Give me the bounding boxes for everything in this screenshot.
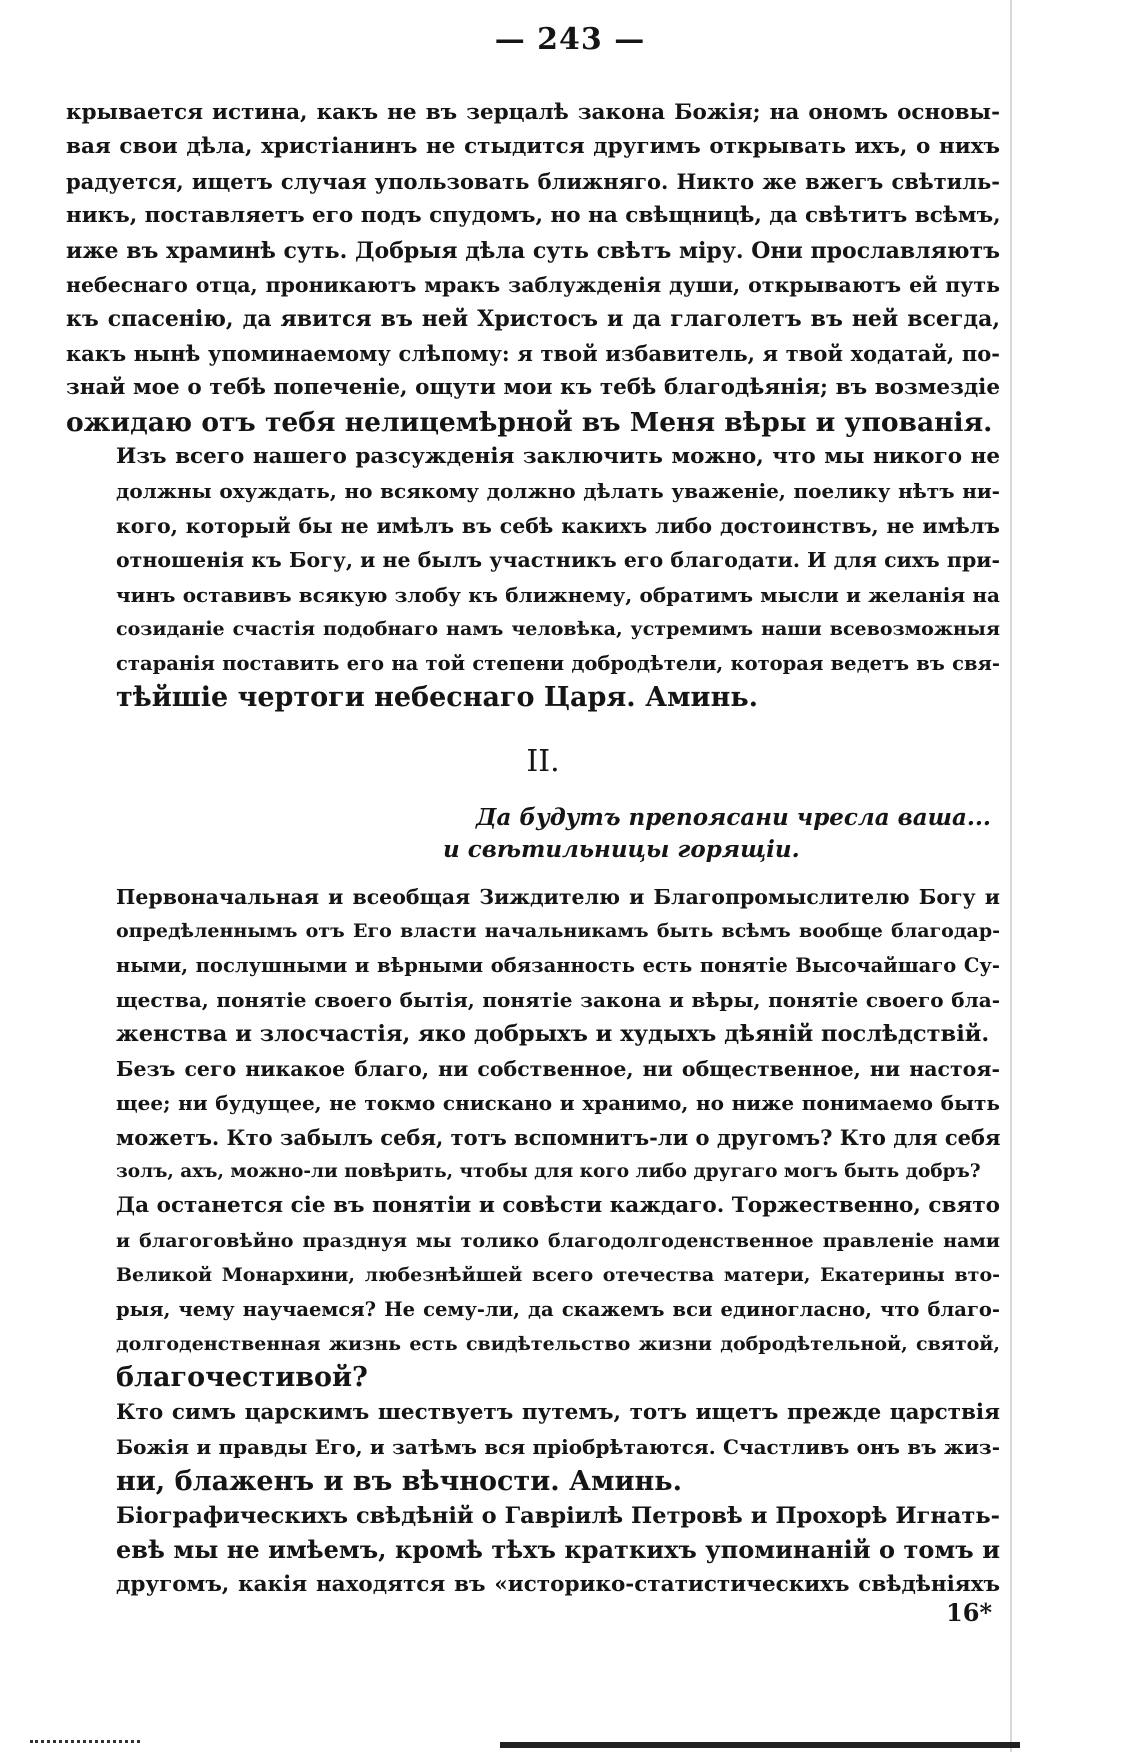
text-line: женства и злосчастія, яко добрыхъ и худыхъ дѣяній послѣдствій. bbox=[116, 1021, 990, 1048]
text-line: крывается истина, какъ не въ зерцалѣ закона Божія; на ономъ основы- bbox=[66, 100, 1000, 125]
page-number-header: — 243 — bbox=[494, 22, 646, 57]
text-line: ни, блаженъ и въ вѣчности. Аминь. bbox=[116, 1465, 682, 1497]
text-line: небеснаго отца, проникаютъ мракъ заблужденія души, открываютъ ей путь bbox=[66, 273, 1000, 298]
text-line: Безъ сего никакое благо, ни собственное, ни общественное, ни настоя- bbox=[116, 1056, 1000, 1081]
text-line: рыя, чему научаемся? Не сему-ли, да скажемъ вси единогласно, что благо- bbox=[116, 1297, 1000, 1321]
text-line: золъ, ахъ, можно-ли повѣрить, чтобы для кого либо другаго могъ быть добръ? bbox=[116, 1160, 981, 1182]
text-line: Великой Монархини, любезнѣйшей всего отечества матери, Екатерины вто- bbox=[116, 1264, 1000, 1287]
bottom-rule bbox=[500, 1742, 1020, 1748]
text-line: Кто симъ царскимъ шествуетъ путемъ, тотъ ищетъ прежде царствія bbox=[116, 1399, 1000, 1425]
text-line: радуется, ищетъ случая упользовать ближняго. Никто же вжегъ свѣтиль- bbox=[66, 168, 1000, 194]
text-line: знай мое о тебѣ попеченіе, ощути мои къ тебѣ благодѣянія; въ возмездіе bbox=[66, 375, 1000, 401]
section-heading: II. bbox=[526, 744, 560, 780]
text-line: опредѣленнымъ отъ Его власти начальникамъ быть всѣмъ вообще благодар- bbox=[116, 920, 1000, 943]
text-line: иже въ храминѣ суть. Добрыя дѣла суть свѣтъ міру. Они прославляютъ bbox=[66, 237, 1000, 264]
signature-mark: 16* bbox=[946, 1598, 992, 1627]
text-line: долгоденственная жизнь есть свидѣтельство жизни добродѣтельной, святой, bbox=[116, 1333, 1000, 1355]
text-line: какъ нынѣ упоминаемому слѣпому: я твой избавитель, я твой ходатай, по- bbox=[66, 340, 1000, 366]
text-line: Первоначальная и всеобщая Зиждителю и Благопромыслителю Богу и bbox=[116, 884, 1000, 909]
text-line: щества, понятіе своего бытія, понятіе закона и вѣры, понятіе своего бла- bbox=[116, 987, 1000, 1012]
scan-artifact bbox=[30, 1740, 140, 1747]
paragraph-7 bbox=[66, 1499, 1000, 1602]
text-line: старанія поставить его на той степени добродѣтели, которая ведетъ въ свя- bbox=[116, 651, 1000, 675]
text-line: ожидаю отъ тебя нелицемѣрной въ Меня вѣры и упованія. bbox=[66, 406, 993, 438]
text-line: къ спасенію, да явится въ ней Христосъ и да глаголетъ въ ней всегда, bbox=[66, 306, 1000, 333]
text-line: созиданіе счастія подобнаго намъ человѣка, устремимъ наши всевозможныя bbox=[116, 618, 1000, 641]
paragraph-5 bbox=[66, 1189, 1000, 1395]
epigraph bbox=[66, 802, 1000, 866]
text-line: Изъ всего нашего разсужденія заключить можно, что мы никого не bbox=[116, 444, 1000, 470]
text-line: отношенія къ Богу, и не былъ участникъ его благодати. И для сихъ при- bbox=[116, 548, 1000, 573]
text-line: кого, который бы не имѣлъ въ себѣ какихъ либо достоинствъ, не имѣлъ bbox=[116, 513, 1000, 538]
text-line: щее; ни будущее, не токмо снискано и хранимо, но ниже понимаемо быть bbox=[116, 1091, 1000, 1116]
page-edge-shadow bbox=[1010, 0, 1012, 1752]
text-line: чинъ оставивъ всякую злобу къ ближнему, обратимъ мысли и желанія на bbox=[116, 582, 1000, 607]
text-line: вая свои дѣла, христіанинъ не стыдится другимъ открывать ихъ, о нихъ bbox=[66, 134, 1000, 160]
text-line: и благоговѣйно празднуя мы толико благодолгоденственное правленіе нами bbox=[116, 1229, 1000, 1252]
paragraph-4 bbox=[66, 1052, 1000, 1190]
text-line: евѣ мы не имѣемъ, кромѣ тѣхъ краткихъ упоминаній о томъ и bbox=[116, 1535, 1000, 1565]
body-text bbox=[66, 96, 1000, 1602]
text-line: Біографическихъ свѣдѣній о Гавріилѣ Петровѣ и Прохорѣ Игнать- bbox=[116, 1503, 1000, 1530]
text-line: Божія и правды Его, и затѣмъ вся пріобрѣтаются. Счастливъ онъ въ жиз- bbox=[116, 1435, 1000, 1460]
text-line: другомъ, какія находятся въ «историко-статистическихъ свѣдѣніяхъ bbox=[116, 1571, 1000, 1597]
epigraph-line-1: Да будутъ препоясани чресла ваша... bbox=[476, 803, 991, 831]
text-line: должны охуждать, но всякому должно дѣлать уваженіе, поелику нѣтъ ни- bbox=[116, 479, 1000, 504]
paragraph-6 bbox=[66, 1396, 1000, 1499]
text-line: можетъ. Кто забылъ себя, тотъ вспомнитъ-ли о другомъ? Кто для себя bbox=[116, 1124, 1001, 1150]
text-line: тѣйшіе чертоги небеснаго Царя. Аминь. bbox=[116, 681, 759, 713]
epigraph-line-2: и свѣтильницы горящіи. bbox=[443, 835, 800, 863]
paragraph-1 bbox=[66, 96, 1000, 440]
text-line: ными, послушными и вѣрными обязанность есть понятіе Высочайшаго Су- bbox=[116, 953, 1000, 977]
text-line: никъ, поставляетъ его подъ спудомъ, но на свѣщницѣ, да свѣтитъ всѣмъ, bbox=[66, 203, 1001, 229]
text-line: благочестивой? bbox=[116, 1362, 368, 1394]
paragraph-3 bbox=[66, 880, 1000, 1052]
paragraph-2 bbox=[66, 440, 1000, 715]
text-line: Да останется сіе въ понятіи и совѣсти каждаго. Торжественно, свято bbox=[116, 1193, 1000, 1219]
